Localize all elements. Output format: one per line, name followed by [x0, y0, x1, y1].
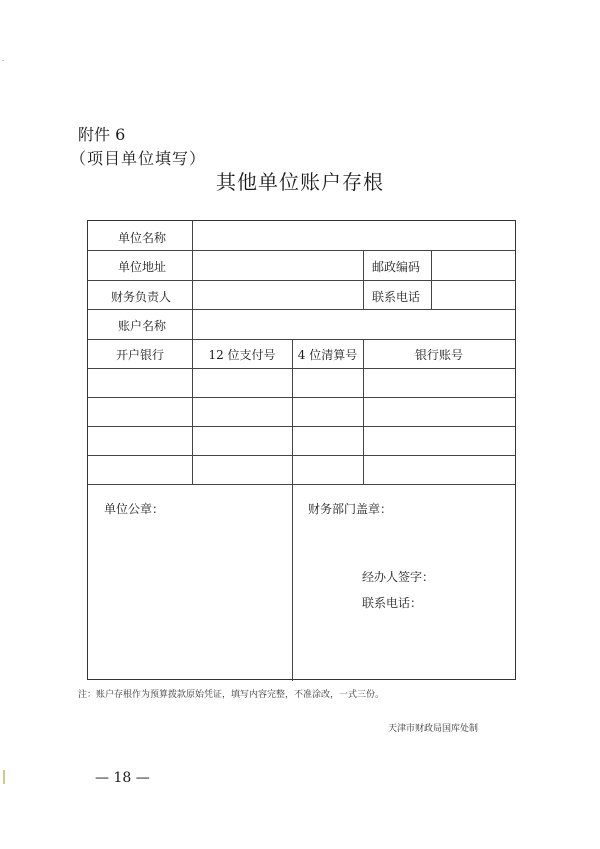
unit-seal-label: 单位公章： — [104, 502, 165, 516]
row-divider — [88, 484, 515, 485]
row-divider — [88, 426, 515, 427]
page-number: — 18 — — [95, 770, 150, 786]
row-divider — [88, 368, 515, 369]
column-header-account-no: 银行账号 — [414, 348, 463, 362]
column-header-clearing-no: 4 位清算号 — [297, 348, 358, 362]
scan-speck — [3, 770, 5, 784]
row-divider — [88, 250, 515, 251]
row-divider — [88, 397, 515, 398]
row-divider — [88, 309, 515, 310]
scan-speck — [2, 60, 4, 61]
contact-phone-label: 联系电话： — [362, 596, 423, 610]
finance-seal-label: 财务部门盖章： — [308, 502, 393, 516]
issuer-label: 天津市财政局国库处制 — [388, 724, 479, 734]
row-divider — [88, 339, 515, 340]
page-title: 其他单位账户存根 — [216, 170, 384, 194]
col-divider — [292, 339, 293, 681]
finance-head-label: 财务负责人 — [111, 290, 172, 304]
unit-address-label: 单位地址 — [118, 260, 167, 274]
handler-sign-label: 经办人签字： — [362, 570, 435, 584]
account-stub-form — [87, 220, 516, 680]
unit-name-label: 单位名称 — [118, 231, 167, 245]
row-divider — [88, 455, 515, 456]
attachment-label: 附件 6 — [78, 125, 126, 144]
fill-instruction: （项目单位填写） — [70, 149, 207, 168]
col-divider — [363, 250, 364, 309]
col-divider — [431, 250, 432, 309]
footnote: 注：账户存根作为预算拨款原始凭证，填写内容完整，不准涂改，一式三份。 — [78, 690, 385, 700]
postal-code-label: 邮政编码 — [372, 260, 421, 274]
account-name-label: 账户名称 — [118, 319, 167, 333]
row-divider — [88, 280, 515, 281]
column-header-payment-no: 12 位支付号 — [208, 348, 276, 362]
column-header-bank: 开户银行 — [115, 348, 164, 362]
phone-label: 联系电话 — [372, 290, 421, 304]
